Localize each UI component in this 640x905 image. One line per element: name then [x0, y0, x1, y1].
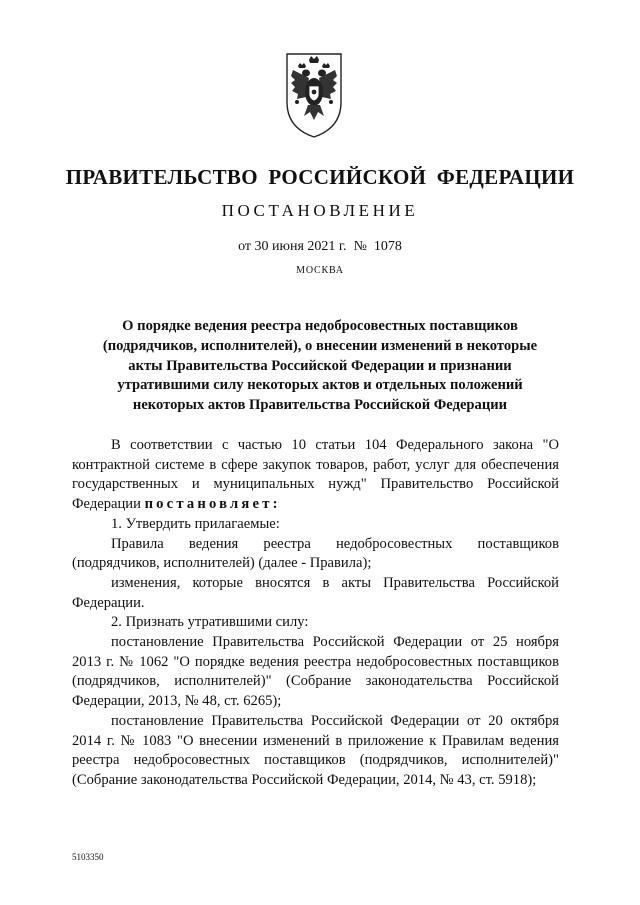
document-heading	[80, 317, 560, 416]
item-1-rules: Правила ведения реестра недобросовестных поставщиков (подрядчиков, исполнителей) (далее - Правила);	[72, 535, 559, 572]
item-2-act-1083: постановление Правительства Российской Федерации от 20 октября 2014 г. № 1083 "О внесении изменений в приложение к Правилам ведения реестра недобросовестных поставщиков (подрядчиков, исполнителей)" (Собрание законодательства Российской Федерации, 2014, № 43, ст. 5918);	[72, 712, 559, 788]
russian-coat-of-arms-icon	[273, 50, 355, 140]
heading-line: (подрядчиков, исполнителей), о внесении изменений в некоторые	[102, 337, 538, 354]
preamble-text: В соответствии с частью 10 статьи 104 Федерального закона "О контрактной системе в сфере закупок товаров, работ, услуг для обеспечения государственных и муниципальных нужд" Правительство Российской Федерации	[72, 437, 559, 513]
item-1: 1. Утвердить прилагаемые:	[111, 515, 280, 532]
number-sign: №	[353, 239, 367, 254]
government-name: ПРАВИТЕЛЬСТВО РОССИЙСКОЙ ФЕДЕРАЦИИ	[65, 165, 575, 189]
heading-line: утратившими силу некоторых актов и отдельных положений	[117, 377, 523, 394]
heading-line: акты Правительства Российской Федерации и признании	[128, 357, 512, 374]
preamble-paragraph	[72, 436, 559, 515]
item-2-act-1062: постановление Правительства Российской Федерации от 25 ноября 2013 г. № 1062 "О порядке ведения реестра недобросовестных поставщиков (подрядчиков, исполнителей)" (Собрание законодательства Российской Федерации, 2013, № 48, ст. 6265);	[72, 634, 559, 710]
document-number: 1078	[373, 239, 402, 254]
heading-line: некоторых актов Правительства Российской Федерации	[132, 397, 508, 414]
document-date-number	[0, 239, 640, 255]
document-code: 5103350	[72, 852, 104, 862]
item-2: 2. Признать утратившими силу:	[111, 614, 309, 631]
document-city: МОСКВА	[296, 265, 344, 276]
item-1-changes: изменения, которые вносятся в акты Правительства Российской Федерации.	[72, 574, 559, 611]
heading-line: О порядке ведения реестра недобросовестных поставщиков	[122, 318, 518, 334]
document-body	[72, 436, 559, 791]
preamble-action: постановляет:	[144, 496, 281, 513]
document-type: ПОСТАНОВЛЕНИЕ	[221, 201, 419, 220]
document-date: от 30 июня 2021 г.	[238, 239, 347, 254]
